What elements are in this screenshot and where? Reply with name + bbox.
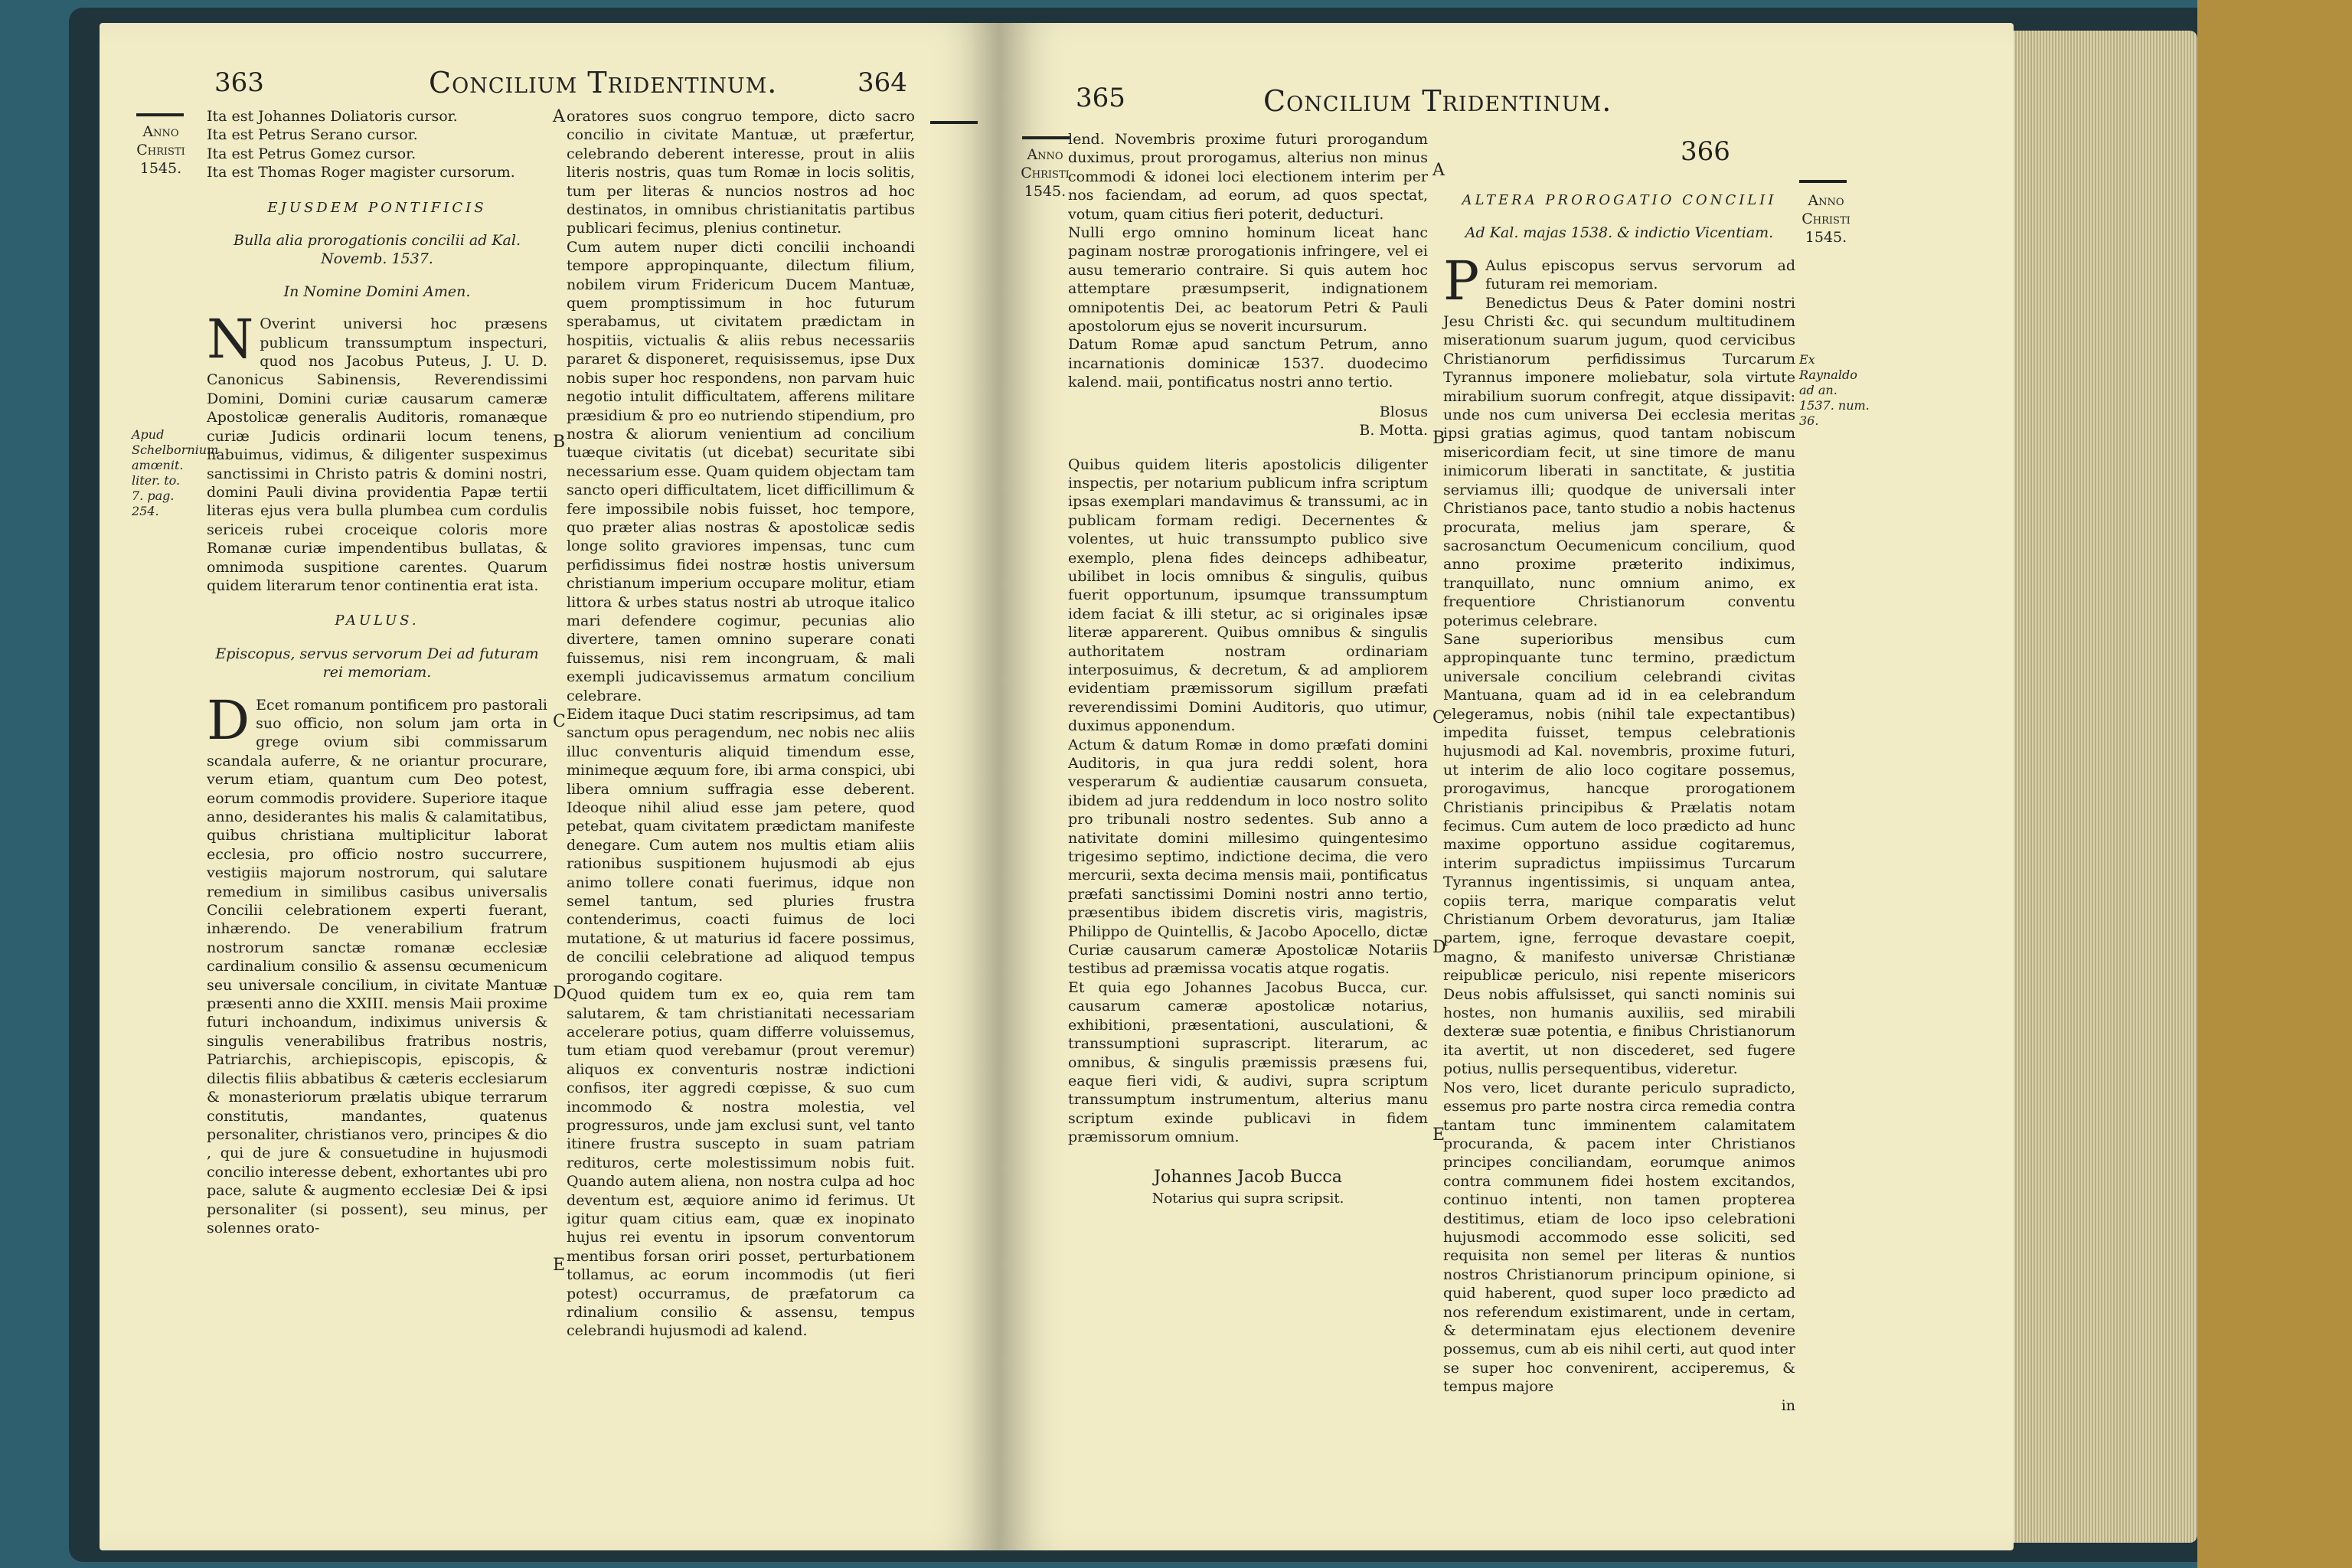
page-number-366: 366 (1681, 136, 1730, 167)
notarial-attestation: Quibus quidem literis apostolicis diligenter inspectis, per notarium publicum infra scriptum ipsas exemplari mandavimus & transsumi, ac in publicam formam redigi. Decernentes & volentes, ut huic transsumpto publico sive exemplo, plena fides deinceps adhibeatur, ubilibet in locis omnibus & singulis, quibus fuerit opportunum, ipsumque transsumptum idem faciat & illi stetur, ac si originales ipsæ literæ apparerent. Quibus omnibus & singulis authoritatem nostram ordinariam interposuimus, & decretum, & ad ampliorem evidentiam præmissorum sigillum præfati reverendissimi Domini Auditoris, quo utimur, duximus apponendum. Actum & datum Romæ in domo præfati domini Auditoris, in qua jura reddi solent, hora vesperarum & audientiæ causarum consueta, ibidem ad jura reddendum in loco nostro solito pro tribunali nostro sedentes. Sub anno a nativitate domini millesimo quingentesimo trigesimo septimo, indictione decima, die vero mercurii, sexta decima mensis maii, pontificatus præfati sanctissimi Domini nostri anno tertio, præsentibus ibidem discretis viris, magistris, Philippo de Quintellis, & Jacobo Apocello, dictæ Curiæ causarum cameræ Apostolicæ Notariis testibus ad præmissa vocatis atque rogatis. Et quia ego Johannes Jacobus Bucca, cur. causarum cameræ apostolicæ notarius, exhibitioni, præsentationi, ausculationi, & transsumptioni suprascript. literarum, ac omnibus, & singulis præmissis præsens fui, eaque fieri vidi, & audivi, supra scriptum transsumptum instrumentum, alterius manu scriptum exinde publicavi in fidem præmissorum omnium. (1068, 456, 1428, 1146)
catchword: in (1781, 1396, 1795, 1414)
anno-rule (136, 113, 184, 116)
invocation: In Nomine Domini Amen. (283, 283, 471, 300)
anno-christi-label (130, 122, 191, 178)
prorogation-text: lend. Novembris proxime futuri prorogandum duximus, prout prorogamus, alterius non minus commodi & idonei loci electionem interim per nos faciendam, ad eorum, ad quos spectat, votum, quam citius fieri poterit, deducturi. Nulli ergo omnino hominum liceat hanc paginam nostræ prorogationis infringere, vel ei ausu temerario contraire. Si quis autem hoc attemptare præsumpserit, indignationem omnipotentis Dei, ac beatorum Petri & Pauli apostolorum ejus se noverit incursurum. Datum Romæ apud sanctum Petrum, anno incarnationis dominicæ 1537. duodecimo kalend. maii, pontificatus nostri anno tertio. (1068, 131, 1428, 391)
anno-word: Anno (1027, 146, 1063, 163)
right-page-column-1 (1068, 130, 1428, 1210)
running-head-right: Concilium Tridentinum. (1263, 84, 1612, 118)
anno-christi-right (1792, 191, 1860, 247)
anno-rule-left (1022, 136, 1070, 139)
christi-word: Christi (1021, 165, 1070, 181)
notarial-preamble (207, 308, 547, 595)
anno-year: 1545. (1024, 183, 1067, 200)
signature-motta: B. Motta. (1359, 422, 1428, 439)
anno-christi-left (1014, 145, 1076, 201)
section-marker-b: B (1432, 429, 1446, 448)
anno-rule-right (930, 121, 978, 124)
notary-name: Johannes Jacob Bucca (1154, 1167, 1342, 1187)
background-cloth (2197, 0, 2352, 1568)
page-number-364: 364 (858, 67, 907, 98)
section-marker-d: D (553, 984, 567, 1003)
column-2-text: oratores suos congruo tempore, dicto sacro concilio in civitate Mantuæ, ut præfertur, celebrando deberent interesse, prout in aliis literis nostris, quas tum Romæ in locis solitis, tum per literas & nuncios nostros ad hoc destinatos, in omnibus christianitatis partibus publicari fecimus, plenius continetur. Cum autem nuper dicti concilii inchoandi tempore appropinquante, dilectum filium, nobilem virum Fridericum Ducem Mantuæ, quem promptissimum in hoc futurum sperabamus, ut civitatem prædictam in hospitiis, victualis & aliis rebus necessariis pararet & disponeret, requisissemus, ipse Dux nobis super hoc respondens, non parvam huic negotio intulit difficultatem, afferens militare præsidium & pro eo nutriendo stipendium, pro nostra & aliorum venientium ad concilium tuæque civitatis (ut dicebat) securitate sibi necessarium esse. Quam quidem objectam tam sancto operi difficultatem, licet difficillimum & fere impossibile nobis fuisset, hoc tempore, quo præter alias nostras & apostolicæ sedis longe solito graviores impensas, tunc cum perfidissimus fidei nostræ hostis universum christianum imperium occupare molitur, etiam littora & urbes status nostri ab utroque italico mari defendere cogimur, pecunias alio divertere, tamen omnino superare conati fuissemus, nisi rem incongruam, & mali exempli judicavissemus armatum concilium celebrare. Eidem itaque Duci statim rescripsimus, ad tam sanctum opus peragendum, nec nobis nec aliis illuc conventuris aliquid timendum esse, minimeque æquum fore, ibi arma conspici, ubi libera omnium suffragia esse deberent. Ideoque nihil aliud esse jam petere, quod petebat, quam civitatem prædictam manifeste denegare. Cum autem nos multis etiam aliis rationibus suspitionem hujusmodi ab ejus animo tollere conati fuerimus, idque non semel tantum, sed pluries frustra contenderimus, coacti fuimus de loci mutatione, & ut maturius id facere possimus, de concilii celebratione ad aliquod tempus prorogando cogitare. Quod quidem tum ex eo, quia rem tam salutarem, & tam christianitati necessariam accelerare potius, quam differre voluissemus, tum etiam quod verebamur (prout veremur) aliquos ex conventuris nostræ indictioni confisos, iter aggredi cœpisse, & suo cum incommodo & nostra molestia, vel progressuros, unde jam exclusi sunt, vel tanto itinere frustra suscepto in suam patriam redituros, certe molestissimum nobis fuit. Quando autem aliena, non nostra culpa ad hoc deventum est, æquiore animo id ferimus. Ut igitur quam citius eam, quæ ex inopinato hujus rei eventu in ipsorum conventorum mentibus forsan oriri posset, perturbationem tollamus, ac eorum incommodis (ut fieri potest) occurramus, de præfatorum ca rdinalium consilio & assensu, tempus celebrandi hujusmodi ad kalend. (567, 108, 915, 1340)
anno-year: 1545. (139, 160, 182, 177)
left-page-column-1 (207, 107, 547, 1237)
paulus-heading: PAULUS. (335, 612, 420, 629)
page-edges (2014, 31, 2197, 1543)
page-number-365: 365 (1076, 83, 1125, 113)
signature-blosus: Blosus (1379, 403, 1428, 420)
running-head: Concilium Tridentinum. (429, 66, 778, 100)
christi-word: Christi (1802, 211, 1851, 227)
anno-year: 1545. (1805, 229, 1847, 246)
bulla-text-body: Ecet romanum pontificem pro pastorali suo officio, non solum jam orta in grege ovium sibi commissarum scandala auferre, & ne oriantur procurare, verum etiam, quantum cum Deo potest, eorum commodis providere. Superiore itaque anno, desiderantes his malis & calamitatibus, quibus christiana multiplicitur laborat ecclesia, pro officio nostro succurrere, vestigiis majorum nostrorum, qui salutare remedium in similibus casibus universalis Concilii celebrationem experti fuerant, inhærendo. De venerabilium fratrum nostrorum sanctæ romanæ ecclesiæ cardinalium consilio & assensu œcumenicum seu universale concilium, in civitate Mantuæ præsenti anno die XXIII. mensis Maii proxime futuri inchoandum, indiximus universis & singulis venerabilibus fratribus nostris, Patriarchis, archiepiscopis, episcopis, & dilectis filiis abbatibus & cæteris ecclesiarum & monasteriorum prælatis ubique terrarum constitutis, mandantes, quatenus personaliter, christianos vero, principes & dio , qui de jure & consuetudine in hujusmodi concilio interesse debent, exhortantes ubi pro pace, salute & augmento ecclesiæ Dei & ipsi personaliter (si possent), seu minus, per solennes orato- (207, 696, 547, 1236)
margin-note-source: Apud Schelbornium amœnit. liter. to. 7. pag. 254. (132, 427, 219, 518)
drop-cap-p: P (1443, 249, 1480, 312)
anno-word: Anno (142, 123, 179, 140)
notary-signature (1068, 1167, 1428, 1210)
section-marker-e: E (1432, 1125, 1446, 1145)
notary-title: Notarius qui supra scripsit. (1152, 1190, 1344, 1207)
altera-subheading: Ad Kal. majas 1538. & indictio Vicentiam. (1465, 224, 1774, 242)
section-marker-c: C (1432, 708, 1446, 727)
left-page-column-2 (567, 107, 915, 1341)
section-marker-a: A (553, 107, 565, 126)
right-page-column-2 (1443, 191, 1795, 1415)
left-page (100, 23, 999, 1550)
bulla-text (207, 688, 547, 1238)
altera-prorogatio-heading: ALTERA PROROGATIO CONCILII (1462, 192, 1777, 208)
section-marker-d: D (1432, 938, 1446, 957)
page-number-363: 363 (214, 67, 264, 98)
anno-rule-right (1799, 180, 1847, 183)
right-page (999, 23, 2014, 1550)
section-marker-e: E (553, 1256, 566, 1275)
section-marker-c: C (553, 712, 566, 731)
section-marker-b: B (553, 433, 566, 452)
drop-cap-n: N (207, 308, 254, 371)
cursor-signatories: Ita est Johannes Doliatoris cursor. Ita est Petrus Serano cursor. Ita est Petrus Gomez cursor. Ita est Thomas Roger magister cursorum. (207, 108, 515, 181)
section-heading: EJUSDEM PONTIFICIS (267, 199, 487, 216)
preamble-text: Overint universi hoc præsens publicum transsumptum inspecturi, quod nos Jacobus Puteus, J. U. D. Canonicus Sabinensis, Reverendissimi Domini, Domini curiæ causarum cameræ Apostolicæ generalis Auditoris, romanæque curiæ Judicis ordinarii locum tenens, habuimus, vidimus, & diligenter suspeximus sanctissimi in Christo patris & domini nostri, domini Pauli divina providentia Papæ tertii literas ejus vera bulla plumbea cum cordulis sericeis rubei croceique coloris more Romanæ curiæ impendentibus bullatas, & omnimoda suspitione carentes. Quarum quidem literarum tenor continentia erat ista. (207, 315, 547, 594)
episcopus-subheading: Episcopus, servus servorum Dei ad futuram rei memoriam. (215, 645, 539, 681)
section-marker-a: A (1432, 161, 1445, 180)
anno-word: Anno (1808, 192, 1844, 209)
margin-note-raynaldus: Ex Raynaldo ad an. 1537. num. 36. (1799, 352, 1870, 428)
altera-bulla-body: Aulus episcopus servus servorum ad futuram rei memoriam. Benedictus Deus & Pater domini nostri Jesu Christi &c. qui secundum multitudinem miserationum suarum jugum, quod cervicibus Christianorum perfidissimus Turcarum Tyrannus imponere moliebatur, sola virtute mirabilium suorum confregit, atque dissipavit: unde nos cum universa Dei ecclesia meritas ipsi gratias agimus, quod tantam nobiscum misericordiam fecit, ut sine timore de manu inimicorum liberati in sanctitate, & justitia serviamus illi; quodque de universali inter Christianos pace, tanto studio a nobis hactenus procurata, melius jam sperare, & sacrosanctum Oecumenicum concilium, quod anno proxime præterito indiximus, tranquillato, nunc omnium animo, ex frequentiore Christianorum conventu poterimus celebrare. Sane superioribus mensibus cum appropinquante tunc termino, prædictum universale concilium celebrandi civitas Mantuana, quam ad id in ea celebrandum elegeramus, nobis (nihil tale expectantibus) impedita fuisset, tempus celebrationis hujusmodi ad Kal. novembris, proxime futuri, ut interim de alio loco cogitare possemus, prorogavimus, hancque prorogationem Christianis principibus & Prælatis notam fecimus. Cum autem de loco prædicto ad hunc maxime opportuno assidue cogitaremus, interim supradictus impiissimus Turcarum Tyrannus ingentissimis, si unquam antea, copiis terra, marique comparatis velut Christianum Orbem devoraturus, jam Italiæ partem, igne, ferroque devastare coepit, magno, & manifesto universæ Christianæ reipublicæ periculo, nisi repente misericors Deus nobis affulsisset, qui sancti nominis sui hostes, non humanis auxiliis, sed mirabili dexteræ suæ potentia, e finibus Christianorum ita avertit, ut non discederet, sed fugere potius, nullis persequentibus, videretur. Nos vero, licet durante periculo supradicto, essemus pro parte nostra circa remedia contra tantam tunc imminentem calamitatem procuranda, & pacem inter Christianos principes conciliandam, eorumque animos contra communem fidei hostem excitandos, continuo intenti, non tamen propterea destitimus, etiam de loco ipso celebrationi hujusmodi accommodo esse soliciti, sed requisita non semel per literas & nuntios nostros Christianorum principum opinione, si quid haberent, quod super loco prædicto ad nos referendum existimarent, unde in certam, & determinatam ejus electionem devenire possemus, cum ab eis nihil certi, aut quod inter se super hoc convenirent, acciperemus, & tempus majore (1443, 256, 1795, 1396)
christi-word: Christi (136, 142, 185, 158)
bulla-subheading: Bulla alia prorogationis concilii ad Kal. Novemb. 1537. (234, 232, 521, 268)
drop-cap-d: D (207, 688, 250, 752)
altera-bulla-text (1443, 249, 1795, 1396)
